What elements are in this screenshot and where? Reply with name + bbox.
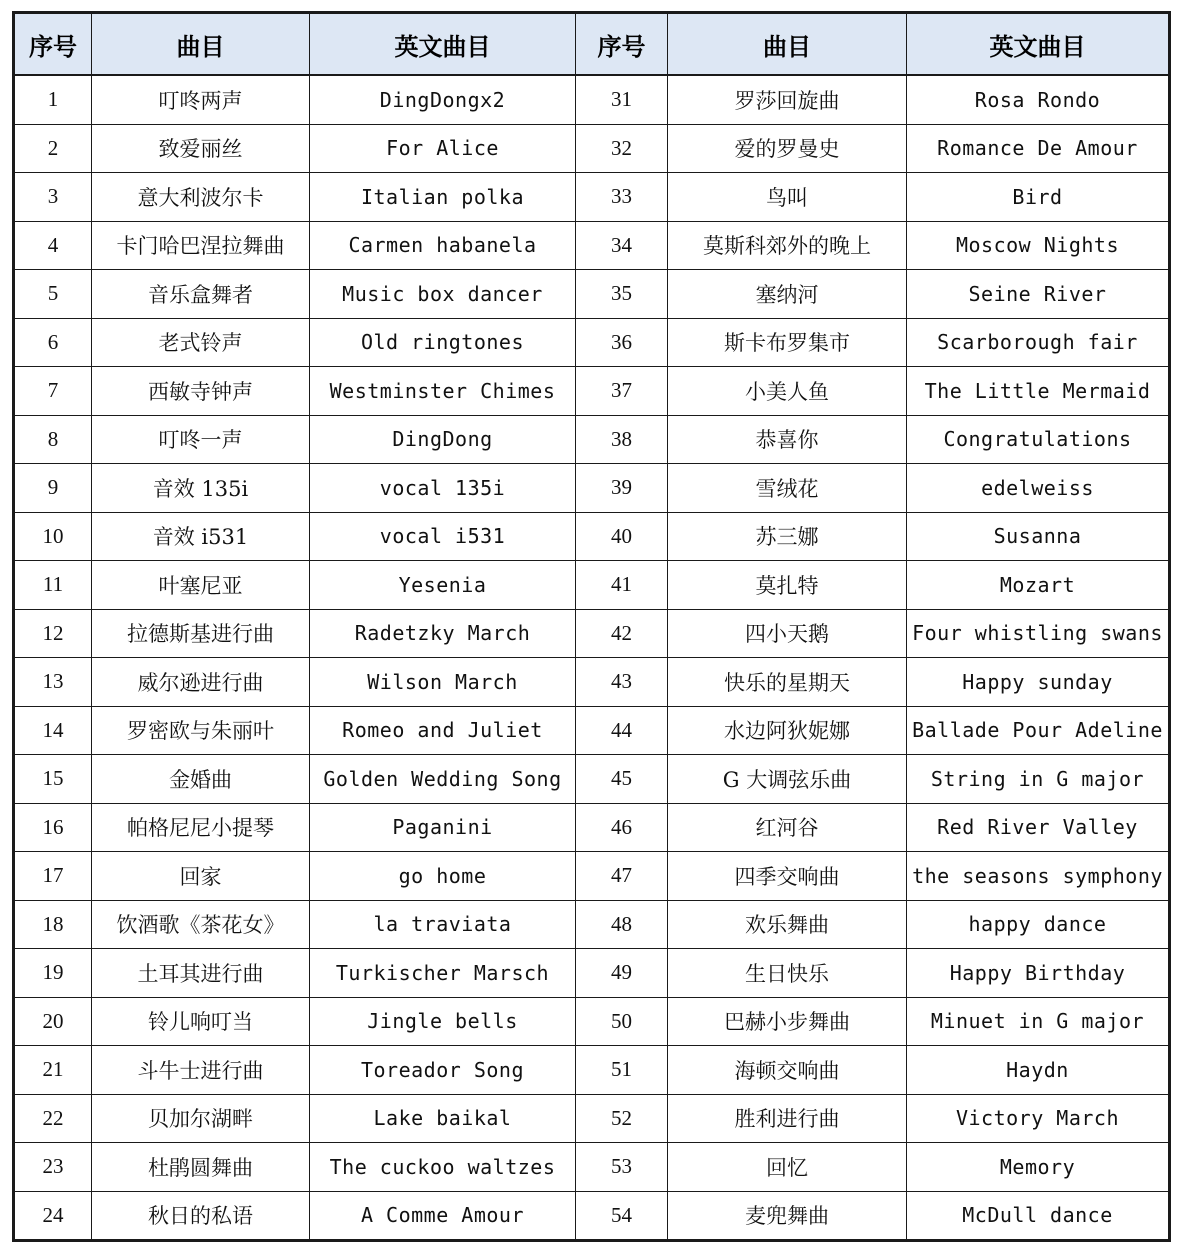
song-title-en-right: happy dance xyxy=(907,900,1170,949)
song-title-cn-left: 杜鹃圆舞曲 xyxy=(92,1143,310,1192)
song-title-cn-left: 铃儿响叮当 xyxy=(92,997,310,1046)
song-list-table xyxy=(12,11,1171,1242)
song-title-en-right: Moscow Nights xyxy=(907,221,1170,270)
song-title-cn-right: 水边阿狄妮娜 xyxy=(668,706,907,755)
song-title-en-right: Congratulations xyxy=(907,415,1170,464)
row-index-right: 34 xyxy=(576,221,668,270)
song-title-cn-right: 快乐的星期天 xyxy=(668,658,907,707)
song-title-cn-right: 雪绒花 xyxy=(668,464,907,513)
song-title-cn-left: 土耳其进行曲 xyxy=(92,949,310,998)
song-title-en-left: Radetzky March xyxy=(310,609,576,658)
song-title-cn-right: 小美人鱼 xyxy=(668,367,907,416)
song-title-en-right: The Little Mermaid xyxy=(907,367,1170,416)
row-index-left: 24 xyxy=(14,1191,92,1241)
song-title-cn-left: 金婚曲 xyxy=(92,755,310,804)
row-index-right: 40 xyxy=(576,512,668,561)
song-title-en-right: Bird xyxy=(907,173,1170,222)
row-index-right: 51 xyxy=(576,1046,668,1095)
row-index-left: 22 xyxy=(14,1094,92,1143)
table-row xyxy=(14,124,1170,173)
table-row xyxy=(14,75,1170,124)
row-index-right: 33 xyxy=(576,173,668,222)
song-title-cn-right: 恭喜你 xyxy=(668,415,907,464)
row-index-left: 13 xyxy=(14,658,92,707)
row-index-right: 52 xyxy=(576,1094,668,1143)
song-title-en-left: Wilson March xyxy=(310,658,576,707)
row-index-right: 43 xyxy=(576,658,668,707)
row-index-left: 8 xyxy=(14,415,92,464)
row-index-left: 3 xyxy=(14,173,92,222)
table-row xyxy=(14,512,1170,561)
song-title-cn-right: 生日快乐 xyxy=(668,949,907,998)
song-title-en-left: Jingle bells xyxy=(310,997,576,1046)
header-song-cn-left: 曲目 xyxy=(92,13,310,76)
song-title-cn-right: 莫扎特 xyxy=(668,561,907,610)
row-index-left: 15 xyxy=(14,755,92,804)
song-title-cn-left: 回家 xyxy=(92,852,310,901)
table-row xyxy=(14,415,1170,464)
song-title-cn-right: 莫斯科郊外的晚上 xyxy=(668,221,907,270)
row-index-left: 2 xyxy=(14,124,92,173)
song-title-en-left: Toreador Song xyxy=(310,1046,576,1095)
song-title-cn-right: 爱的罗曼史 xyxy=(668,124,907,173)
table-header xyxy=(14,13,1170,76)
table-row xyxy=(14,803,1170,852)
song-title-en-left: For Alice xyxy=(310,124,576,173)
table-row xyxy=(14,173,1170,222)
row-index-right: 39 xyxy=(576,464,668,513)
row-index-right: 35 xyxy=(576,270,668,319)
song-title-en-right: Minuet in G major xyxy=(907,997,1170,1046)
song-title-en-left: vocal 135i xyxy=(310,464,576,513)
song-title-cn-left: 叮咚一声 xyxy=(92,415,310,464)
row-index-right: 41 xyxy=(576,561,668,610)
song-title-en-left: A Comme Amour xyxy=(310,1191,576,1241)
song-title-en-left: go home xyxy=(310,852,576,901)
song-title-cn-left: 音效 i531 xyxy=(92,512,310,561)
song-title-en-left: Westminster Chimes xyxy=(310,367,576,416)
table-row xyxy=(14,949,1170,998)
row-index-left: 9 xyxy=(14,464,92,513)
table-body xyxy=(14,75,1170,1241)
header-song-en-right: 英文曲目 xyxy=(907,13,1170,76)
song-title-cn-right: 巴赫小步舞曲 xyxy=(668,997,907,1046)
song-title-en-right: Romance De Amour xyxy=(907,124,1170,173)
song-title-en-left: Music box dancer xyxy=(310,270,576,319)
row-index-right: 37 xyxy=(576,367,668,416)
song-title-cn-right: 海顿交响曲 xyxy=(668,1046,907,1095)
header-index-right: 序号 xyxy=(576,13,668,76)
row-index-right: 47 xyxy=(576,852,668,901)
row-index-left: 14 xyxy=(14,706,92,755)
song-title-en-right: Happy Birthday xyxy=(907,949,1170,998)
song-title-cn-right: 塞纳河 xyxy=(668,270,907,319)
row-index-right: 36 xyxy=(576,318,668,367)
song-title-en-right: edelweiss xyxy=(907,464,1170,513)
song-title-en-right: the seasons symphony xyxy=(907,852,1170,901)
table-row xyxy=(14,1191,1170,1241)
row-index-left: 11 xyxy=(14,561,92,610)
song-title-en-left: Romeo and Juliet xyxy=(310,706,576,755)
row-index-left: 5 xyxy=(14,270,92,319)
song-title-en-right: Scarborough fair xyxy=(907,318,1170,367)
row-index-left: 10 xyxy=(14,512,92,561)
table-row xyxy=(14,464,1170,513)
song-title-en-right: Mozart xyxy=(907,561,1170,610)
song-title-cn-left: 西敏寺钟声 xyxy=(92,367,310,416)
header-row xyxy=(14,13,1170,76)
song-title-en-left: DingDongx2 xyxy=(310,75,576,124)
song-title-cn-left: 意大利波尔卡 xyxy=(92,173,310,222)
song-title-cn-left: 音乐盒舞者 xyxy=(92,270,310,319)
song-title-cn-right: 斯卡布罗集市 xyxy=(668,318,907,367)
row-index-right: 38 xyxy=(576,415,668,464)
table-row xyxy=(14,1094,1170,1143)
song-title-cn-left: 秋日的私语 xyxy=(92,1191,310,1241)
song-title-cn-left: 饮酒歌《茶花女》 xyxy=(92,900,310,949)
table-row xyxy=(14,367,1170,416)
song-title-cn-right: 欢乐舞曲 xyxy=(668,900,907,949)
song-title-en-left: Italian polka xyxy=(310,173,576,222)
song-title-en-left: Paganini xyxy=(310,803,576,852)
table-row xyxy=(14,221,1170,270)
song-title-cn-left: 叶塞尼亚 xyxy=(92,561,310,610)
song-title-en-left: Turkischer Marsch xyxy=(310,949,576,998)
song-title-en-right: Four whistling swans xyxy=(907,609,1170,658)
row-index-left: 23 xyxy=(14,1143,92,1192)
song-title-cn-right: 罗莎回旋曲 xyxy=(668,75,907,124)
song-title-en-left: Golden Wedding Song xyxy=(310,755,576,804)
song-title-en-right: Haydn xyxy=(907,1046,1170,1095)
row-index-right: 32 xyxy=(576,124,668,173)
row-index-left: 1 xyxy=(14,75,92,124)
table-row xyxy=(14,658,1170,707)
table-row xyxy=(14,706,1170,755)
song-title-cn-right: G 大调弦乐曲 xyxy=(668,755,907,804)
song-title-cn-right: 红河谷 xyxy=(668,803,907,852)
song-title-cn-right: 四季交响曲 xyxy=(668,852,907,901)
song-title-cn-left: 卡门哈巴涅拉舞曲 xyxy=(92,221,310,270)
row-index-right: 45 xyxy=(576,755,668,804)
row-index-left: 16 xyxy=(14,803,92,852)
row-index-left: 18 xyxy=(14,900,92,949)
table-row xyxy=(14,900,1170,949)
table-row xyxy=(14,609,1170,658)
row-index-right: 49 xyxy=(576,949,668,998)
song-title-en-right: Memory xyxy=(907,1143,1170,1192)
song-title-en-right: Susanna xyxy=(907,512,1170,561)
song-title-en-left: Carmen habanela xyxy=(310,221,576,270)
song-title-cn-left: 斗牛士进行曲 xyxy=(92,1046,310,1095)
header-index-left: 序号 xyxy=(14,13,92,76)
row-index-left: 21 xyxy=(14,1046,92,1095)
song-title-en-left: la traviata xyxy=(310,900,576,949)
row-index-left: 6 xyxy=(14,318,92,367)
song-title-cn-left: 罗密欧与朱丽叶 xyxy=(92,706,310,755)
song-title-cn-left: 拉德斯基进行曲 xyxy=(92,609,310,658)
table-row xyxy=(14,755,1170,804)
song-title-en-right: String in G major xyxy=(907,755,1170,804)
table-row xyxy=(14,318,1170,367)
song-title-en-left: Lake baikal xyxy=(310,1094,576,1143)
row-index-right: 46 xyxy=(576,803,668,852)
row-index-right: 48 xyxy=(576,900,668,949)
song-title-cn-left: 威尔逊进行曲 xyxy=(92,658,310,707)
song-title-en-right: McDull dance xyxy=(907,1191,1170,1241)
row-index-left: 12 xyxy=(14,609,92,658)
row-index-left: 19 xyxy=(14,949,92,998)
song-title-cn-right: 四小天鹅 xyxy=(668,609,907,658)
table-row xyxy=(14,1046,1170,1095)
row-index-right: 53 xyxy=(576,1143,668,1192)
table-row xyxy=(14,997,1170,1046)
song-title-cn-left: 贝加尔湖畔 xyxy=(92,1094,310,1143)
song-title-en-left: vocal i531 xyxy=(310,512,576,561)
song-title-cn-right: 苏三娜 xyxy=(668,512,907,561)
row-index-left: 4 xyxy=(14,221,92,270)
song-title-cn-right: 胜利进行曲 xyxy=(668,1094,907,1143)
song-title-cn-right: 麦兜舞曲 xyxy=(668,1191,907,1241)
song-title-en-right: Ballade Pour Adeline xyxy=(907,706,1170,755)
row-index-right: 44 xyxy=(576,706,668,755)
row-index-right: 50 xyxy=(576,997,668,1046)
song-title-en-left: DingDong xyxy=(310,415,576,464)
song-title-en-right: Red River Valley xyxy=(907,803,1170,852)
table-row xyxy=(14,270,1170,319)
song-title-cn-left: 音效 135i xyxy=(92,464,310,513)
row-index-left: 20 xyxy=(14,997,92,1046)
row-index-left: 17 xyxy=(14,852,92,901)
row-index-right: 31 xyxy=(576,75,668,124)
song-title-en-left: Yesenia xyxy=(310,561,576,610)
table-row xyxy=(14,1143,1170,1192)
song-title-en-right: Seine River xyxy=(907,270,1170,319)
song-title-cn-left: 致爱丽丝 xyxy=(92,124,310,173)
row-index-left: 7 xyxy=(14,367,92,416)
song-title-cn-right: 鸟叫 xyxy=(668,173,907,222)
song-title-en-left: The cuckoo waltzes xyxy=(310,1143,576,1192)
song-title-en-left: Old ringtones xyxy=(310,318,576,367)
table-row xyxy=(14,561,1170,610)
song-title-cn-right: 回忆 xyxy=(668,1143,907,1192)
song-title-en-right: Victory March xyxy=(907,1094,1170,1143)
row-index-right: 54 xyxy=(576,1191,668,1241)
song-title-cn-left: 老式铃声 xyxy=(92,318,310,367)
song-title-cn-left: 帕格尼尼小提琴 xyxy=(92,803,310,852)
song-title-en-right: Happy sunday xyxy=(907,658,1170,707)
song-title-en-right: Rosa Rondo xyxy=(907,75,1170,124)
table-row xyxy=(14,852,1170,901)
header-song-cn-right: 曲目 xyxy=(668,13,907,76)
song-title-cn-left: 叮咚两声 xyxy=(92,75,310,124)
row-index-right: 42 xyxy=(576,609,668,658)
header-song-en-left: 英文曲目 xyxy=(310,13,576,76)
